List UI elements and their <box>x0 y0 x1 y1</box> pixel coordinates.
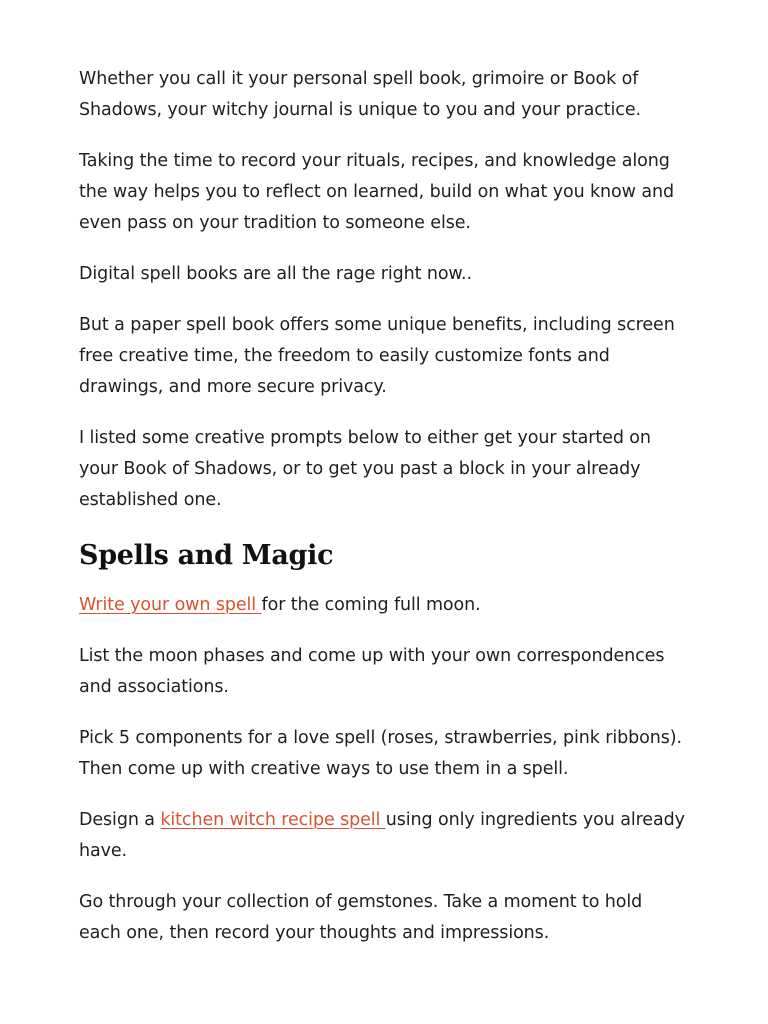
intro-paragraph: I listed some creative prompts below to either get your started on your Book of Shadows, or to get you past a block in your already established one. <box>79 428 651 510</box>
prompt-paragraph: Pick 5 components for a love spell (roses, strawberries, pink ribbons). Then come up with creative ways to use them in a spell. <box>79 728 682 779</box>
kitchen-witch-recipe-spell-link[interactable]: kitchen witch recipe spell <box>160 810 386 830</box>
prompt-text: for the coming full moon. <box>261 595 481 615</box>
section-heading: Spells and Magic <box>79 540 334 571</box>
intro-paragraph: Digital spell books are all the rage right now.. <box>79 264 472 284</box>
intro-paragraph: But a paper spell book offers some unique benefits, including screen free creative time, the freedom to easily customize fonts and drawings, and more secure privacy. <box>79 315 675 397</box>
write-your-own-spell-link[interactable]: Write your own spell <box>79 595 262 615</box>
prompt-paragraph: List the moon phases and come up with your own correspondences and associations. <box>79 646 665 697</box>
article-body <box>79 64 689 969</box>
prompt-paragraph: Go through your collection of gemstones. Take a moment to hold each one, then record your thoughts and impressions. <box>79 892 643 943</box>
intro-paragraph: Whether you call it your personal spell book, grimoire or Book of Shadows, your witchy journal is unique to you and your practice. <box>79 69 641 120</box>
prompt-paragraph <box>79 590 689 621</box>
intro-paragraph: Taking the time to record your rituals, recipes, and knowledge along the way helps you to reflect on learned, build on what you know and even pass on your tradition to someone else. <box>79 151 674 233</box>
prompt-text: Design a <box>79 810 161 830</box>
prompt-text: using only ingredients you already have. <box>79 810 685 861</box>
prompt-paragraph <box>79 805 689 867</box>
